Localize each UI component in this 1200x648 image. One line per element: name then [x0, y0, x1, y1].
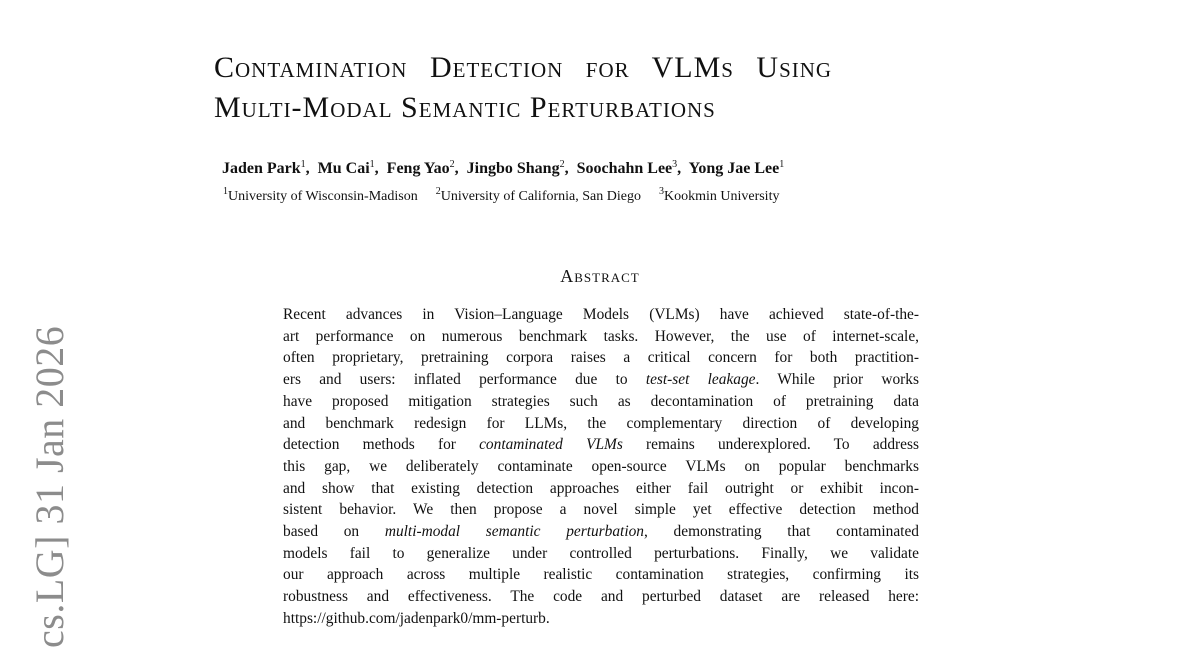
abstract-line: [283, 413, 919, 435]
abstract-body: [283, 304, 919, 630]
abstract-line: [283, 304, 919, 326]
author-affiliation-mark: 3: [672, 159, 678, 170]
author: [577, 160, 678, 177]
author-list: Jaden Park$^1$, Mu Cai$^1$, Feng Yao$^2$, Jingbo Shang$^2$, Soochahn Lee$^3$, Yong Jae Lee$^1$: [222, 159, 785, 177]
abstract-emphasis: test-set leakage: [645, 371, 756, 389]
author: [467, 160, 565, 177]
paper-title: [214, 48, 1014, 128]
abstract-line: [283, 326, 919, 348]
abstract-text: based on: [283, 523, 385, 541]
abstract-text: art performance on numerous benchmark tasks. However, the use of internet-scale,: [283, 327, 919, 345]
author-affiliation-mark: 2: [559, 159, 565, 170]
author: [689, 160, 785, 177]
abstract-text: Recent advances in Vision–Language Models (VLMs) have achieved state-of-the-: [283, 306, 919, 323]
affiliation: [435, 186, 641, 204]
affiliation-name: Kookmin University: [663, 189, 780, 204]
abstract-line: [283, 521, 919, 543]
abstract-line: [283, 369, 919, 391]
abstract-text: models fail to generalize under controlled perturbations. Finally, we validate: [283, 544, 919, 562]
affiliation-mark: 1: [223, 186, 228, 197]
abstract-text: sistent behavior. We then propose a novel simple yet effective detection method: [283, 501, 919, 519]
abstract-text: our approach across multiple realistic contamination strategies, confirming its: [283, 566, 919, 584]
abstract-text: have proposed mitigation strategies such as decontamination of pretraining data: [283, 392, 919, 410]
author: [222, 160, 306, 177]
author-name: Feng Yao: [386, 160, 450, 177]
abstract-text: robustness and effectiveness. The code and perturbed dataset are released here:: [283, 588, 919, 606]
affiliation: [658, 186, 780, 204]
abstract-line: [283, 347, 919, 369]
abstract-line: [283, 499, 919, 521]
affiliation: [223, 186, 418, 204]
abstract-line: [283, 478, 919, 500]
abstract-line: [283, 564, 919, 586]
author-affiliation-mark: 2: [449, 159, 455, 170]
paper-title-line-1: Contamination Detection for VLMs Using: [214, 51, 833, 84]
abstract-text: remains underexplored. To address: [622, 436, 919, 454]
abstract-line: [283, 434, 919, 456]
abstract-text: and benchmark redesign for LLMs, the complementary direction of developing: [283, 414, 919, 432]
author: [318, 160, 375, 177]
paper-title-line-2: Multi-Modal Semantic Perturbations: [214, 91, 716, 124]
author-affiliation-mark: 1: [300, 159, 306, 170]
abstract-line: [283, 543, 919, 565]
abstract-text: often proprietary, pretraining corpora raises a critical concern for both practition-: [283, 349, 919, 367]
abstract-line: [283, 608, 919, 630]
abstract-text: , demonstrating that contaminated: [644, 523, 919, 541]
affiliation-list: [223, 186, 983, 205]
author-name: Mu Cai: [317, 160, 370, 177]
affiliation-name: University of California, San Diego: [440, 189, 641, 204]
author: [387, 160, 455, 177]
author-name: Jaden Park: [222, 160, 301, 177]
abstract-line: [283, 586, 919, 608]
abstract-emphasis: contaminated VLMs: [479, 436, 623, 454]
abstract-heading: Abstract: [560, 266, 640, 286]
author-affiliation-mark: 1: [779, 159, 785, 170]
affiliation-mark: 3: [658, 186, 664, 197]
abstract-text: https://github.com/jadenpark0/mm-perturb.: [283, 609, 550, 627]
author-name: Yong Jae Lee: [688, 160, 780, 177]
affiliation-mark: 2: [435, 186, 441, 197]
author-affiliation-mark: 1: [369, 159, 375, 170]
abstract-line: [283, 391, 919, 413]
abstract-text: detection methods for: [283, 436, 480, 454]
author-name: Jingbo Shang: [466, 160, 560, 177]
abstract-text: . While prior works: [755, 371, 919, 389]
abstract-text: and show that existing detection approaches either fail outright or exhibit incon-: [283, 479, 919, 497]
arxiv-identifier-stamp: cs.LG] 31 Jan 2026: [27, 325, 72, 648]
abstract-line: [283, 456, 919, 478]
affiliation-name: University of Wisconsin-Madison: [228, 189, 418, 204]
author-name: Soochahn Lee: [576, 160, 673, 177]
abstract-emphasis: multi-modal semantic perturbation: [384, 523, 644, 541]
abstract-text: this gap, we deliberately contaminate open-source VLMs on popular benchmarks: [283, 457, 919, 475]
abstract-text: ers and users: inflated performance due to: [283, 371, 646, 389]
